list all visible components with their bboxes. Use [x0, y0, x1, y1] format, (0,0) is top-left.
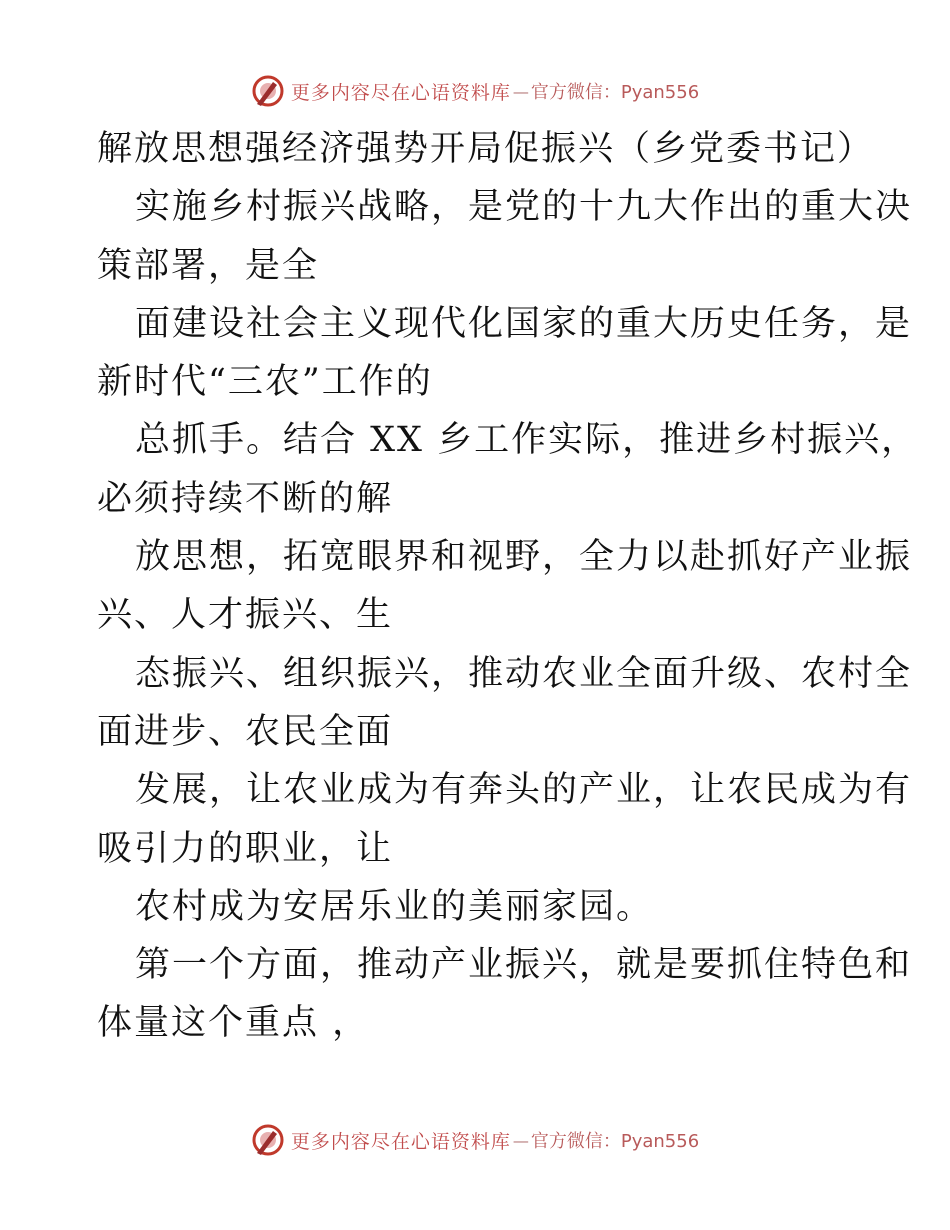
paragraph-line: 总抓手。结合 XX 乡工作实际，推进乡村振兴，	[135, 420, 919, 461]
footer-wechat: 官方微信：Pyan556	[530, 1131, 700, 1152]
pen-logo-icon	[251, 74, 285, 108]
paragraph-line: 农村成为安居乐业的美丽家园。	[135, 886, 654, 927]
paragraph-line: 第一个方面，推动产业振兴，就是要抓住特色和	[135, 945, 913, 986]
paragraph-line: 新时代“三农”工作的	[97, 362, 433, 403]
paragraph-line: 必须持续不断的解	[97, 478, 394, 519]
paragraph-line: 兴、人才振兴、生	[97, 595, 394, 636]
header-wechat: 官方微信：Pyan556	[530, 82, 700, 103]
footer-text: 更多内容尽在心语资料库	[290, 1130, 511, 1153]
paragraph-line: 放思想，拓宽眼界和视野，全力以赴抓好产业振	[135, 537, 913, 578]
document-body	[97, 120, 919, 1053]
paragraph-line: 吸引力的职业，让	[97, 828, 394, 869]
pen-logo-icon	[251, 1123, 285, 1157]
paragraph-line: 面进步、农民全面	[97, 711, 394, 752]
footer-banner	[0, 1120, 950, 1160]
paragraph-line: 发展，让农业成为有奔头的产业，让农民成为有	[135, 770, 913, 811]
paragraph-line: 实施乡村振兴战略，是党的十九大作出的重大决	[135, 187, 913, 228]
paragraph-line: 面建设社会主义现代化国家的重大历史任务，是	[135, 303, 913, 344]
paragraph-line: 态振兴、组织振兴，推动农业全面升级、农村全	[135, 653, 913, 694]
header-separator: —	[512, 81, 529, 101]
paragraph-line: 策部署，是全	[97, 245, 320, 286]
header-banner	[0, 71, 950, 111]
footer-separator: —	[512, 1130, 529, 1150]
header-text: 更多内容尽在心语资料库	[290, 81, 511, 104]
document-title: 解放思想强经济强势开局促振兴（乡党委书记）	[97, 129, 875, 169]
paragraph-line: 体量这个重点 ，	[97, 1003, 370, 1044]
